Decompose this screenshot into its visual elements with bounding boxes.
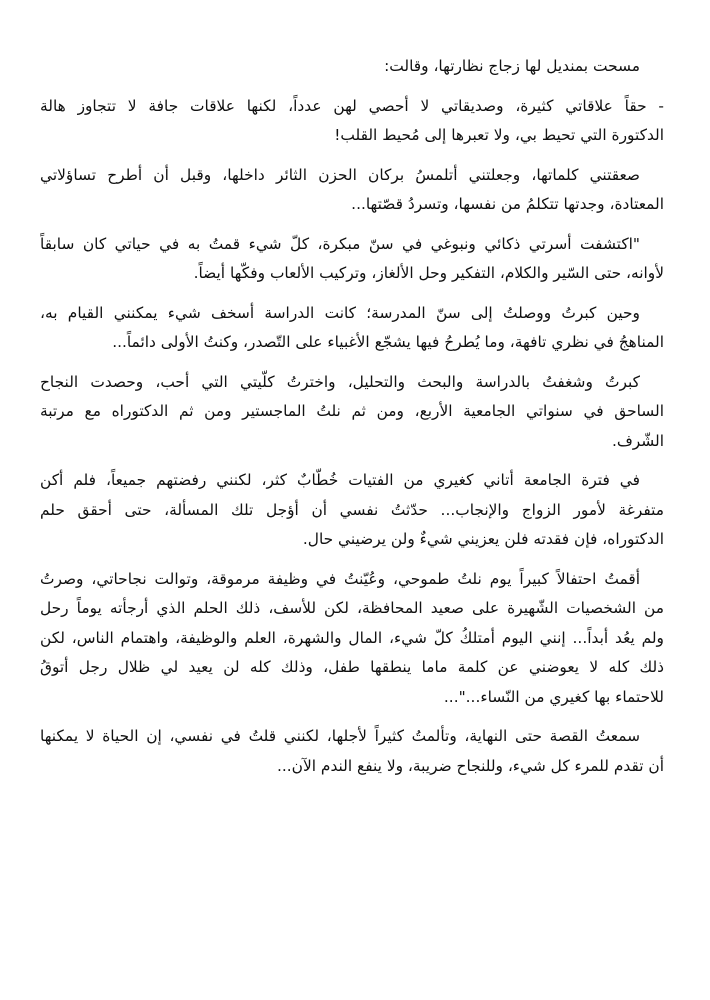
text-line: من الشخصيات الشّهيرة على صعيد المحافظة، لكن للأسف، ذلك الحلم الذي أرجأته يوماً رحل	[40, 599, 664, 617]
text-line: المعتادة، وجدتها تتكلمُ من نفسها، وتسردُ قصّتها...	[351, 195, 664, 213]
text-line: ولم يعُد أبداً... إنني اليوم أمتلكُ كلّ شيء، المال والشهرة، العلم والوظيفة، واهتمام الناس، لكن	[40, 628, 664, 647]
text-line: في فترة الجامعة أتاني كغيري من الفتيات خُطّابٌ كثر، لكنني رفضتهم جميعاً، فلم أكن	[40, 471, 640, 489]
paragraph-6	[40, 368, 664, 457]
text-line: وحين كبرتُ ووصلتُ إلى سنّ المدرسة؛ كانت الدراسة أسخف شيء يمكنني القيام به،	[40, 303, 640, 322]
story-text	[40, 52, 664, 781]
paragraph-5	[40, 299, 664, 358]
paragraph-8	[40, 565, 664, 713]
paragraph-1	[40, 52, 664, 82]
text-line: متفرغة لأمور الزواج والإنجاب... حدّثتُ نفسي أن أؤجل تلك المسألة، حتى أحقق حلم	[40, 500, 664, 519]
text-line: المناهجُ في نظري تافهة، وما يُطرحُ فيها يشجّع الأغبياء على التّصدر، وكنتُ الأولى دائماً...	[112, 333, 664, 351]
paragraph-7	[40, 466, 664, 555]
text-line: لأوانه، حتى السّير والكلام، التفكير وحل الألغاز، وتركيب الألعاب وفكّها أيضاً.	[193, 264, 664, 282]
text-line: كبرتُ وشغفتُ بالدراسة والبحث والتحليل، واخترتُ كلّيتي التي أحب، وحصدت النجاح	[40, 372, 640, 391]
text-line: أقمتُ احتفالاً كبيراً يوم نلتُ طموحي، وعُيّنتُ في وظيفة مرموقة، وتوالت نجاحاتي، وصرتُ	[40, 569, 640, 588]
paragraph-3	[40, 161, 664, 220]
text-line: مسحت بمنديل لها زجاج نظارتها، وقالت:	[384, 57, 640, 75]
text-line: ذلك كله لا يعوضني عن كلمة ماما ينطقها طفل، وذلك كله لن يعيد لي ظلال رجل أتوقُ	[40, 658, 664, 676]
text-line: الدكتوراه، فإن فقدته فلن يعزيني شيءٌ ولن يرضيني حال.	[302, 530, 664, 548]
text-line: الدكتورة التي تحيط بي، ولا تعبرها إلى مُحيط القلب!	[334, 126, 664, 144]
paragraph-4	[40, 230, 664, 289]
text-line: سمعتُ القصة حتى النهاية، وتألمتُ كثيراً لأجلها، لكنني قلتُ في نفسي، إن الحياة لا يمكنها	[40, 727, 640, 745]
text-line: للاحتماء بها كغيري من النّساء..."...	[443, 687, 664, 706]
text-line: صعقتني كلماتها، وجعلتني أتلمسُ بركان الحزن الثائر داخلها، وقبل أن أطرح تساؤلاتي	[40, 165, 640, 184]
text-line: الساحق في سنواتي الجامعية الأربع، ومن ثم نلتُ الماجستير ومن ثم الدكتوراه مع مرتبة	[40, 402, 664, 420]
text-line: - حقاً علاقاتي كثيرة، وصديقاتي لا أحصي لهن عدداً، لكنها علاقات جافة لا تتجاوز هالة	[40, 96, 664, 115]
paragraph-9	[40, 722, 664, 781]
text-line: الشّرف.	[611, 431, 664, 450]
text-line: أن تقدم للمرء كل شيء، وللنجاح ضريبة، ولا ينفع الندم الآن...	[277, 756, 664, 775]
text-line: "اكتشفت أسرتي ذكائي ونبوغي في سنّ مبكرة، كلّ شيء قمتُ به في حياتي كان سابقاً	[40, 234, 640, 253]
paragraph-2	[40, 92, 664, 151]
